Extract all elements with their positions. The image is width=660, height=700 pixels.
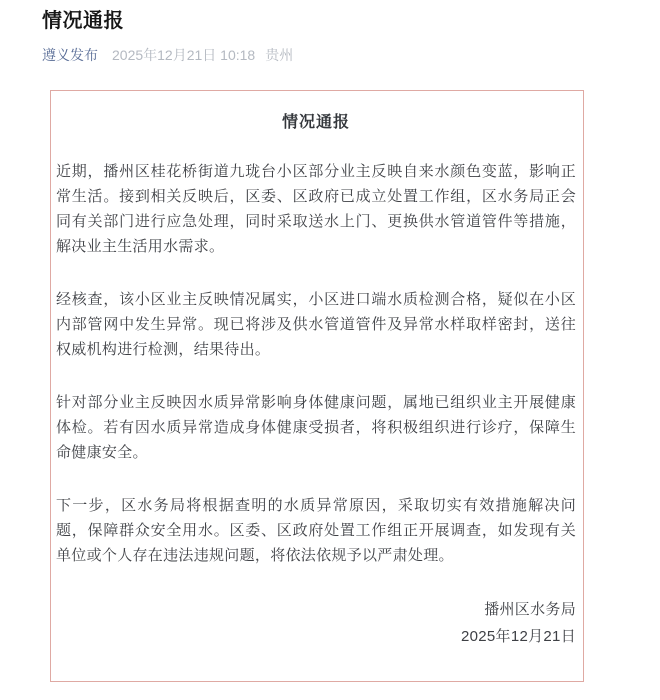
- notice-box: [50, 90, 584, 682]
- byline: [42, 46, 660, 64]
- notice-paragraph-1: 近期，播州区桂花桥街道九珑台小区部分业主反映自来水颜色变蓝，影响正常生活。接到相关反映后，区委、区政府已成立处置工作组，区水务局正会同有关部门进行应急处理，同时采取送水上门、更换供水管道管件等措施，解决业主生活用水需求。: [56, 163, 576, 255]
- publish-location: 贵州: [265, 47, 294, 63]
- notice-paragraph-4: 下一步，区水务局将根据查明的水质异常原因，采取切实有效措施解决问题，保障群众安全用水。区委、区政府处置工作组正开展调查，如发现有关单位或个人存在违法违规问题，将依法依规予以严肃处理。: [56, 497, 576, 564]
- notice-title: 情况通报: [281, 114, 350, 131]
- notice-paragraph-3: 针对部分业主反映因水质异常影响身体健康问题，属地已组织业主开展健康体检。若有因水质异常造成身体健康受损者，将积极组织进行诊疗，保障生命健康安全。: [56, 394, 576, 461]
- page-title: 情况通报: [42, 10, 124, 32]
- signature-date: 2025年12月21日: [460, 628, 576, 645]
- signature-org: 播州区水务局: [484, 601, 576, 618]
- account-name-link[interactable]: 遵义发布: [42, 47, 98, 63]
- notice-signature: [56, 596, 576, 650]
- publish-datetime: 2025年12月21日 10:18: [112, 47, 256, 63]
- notice-paragraph-2: 经核查，该小区业主反映情况属实，小区进口端水质检测合格，疑似在小区内部管网中发生异常。现已将涉及供水管道管件及异常水样取样密封，送往权威机构进行检测，结果待出。: [56, 291, 576, 358]
